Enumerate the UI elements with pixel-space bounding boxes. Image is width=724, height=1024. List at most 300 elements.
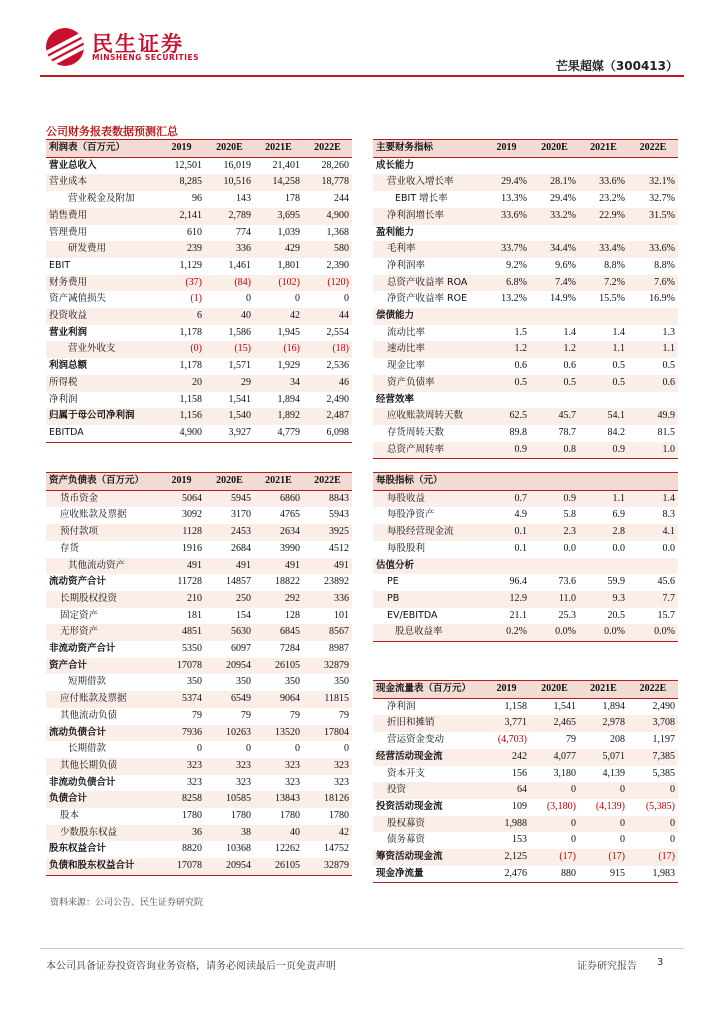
cell-value: 14857 xyxy=(226,576,251,588)
row-label: 净资产收益率 ROE xyxy=(387,293,468,305)
row-label: 流动资产合计 xyxy=(49,576,107,588)
cell-value: 6860 xyxy=(254,490,303,507)
cell-value xyxy=(530,558,579,575)
cell-value xyxy=(483,225,530,242)
cell-value: 323 xyxy=(285,776,300,788)
cell-value: (0) xyxy=(158,341,205,358)
table-row xyxy=(46,624,352,641)
cell-value: 8.8% xyxy=(604,259,625,271)
page-header xyxy=(0,0,724,80)
cell-value: 0.2% xyxy=(483,624,530,641)
table-row xyxy=(46,641,352,658)
table-row xyxy=(46,258,352,275)
cell-value xyxy=(628,157,678,174)
cell-value: (120) xyxy=(303,275,352,292)
cell-value: 1,571 xyxy=(228,360,251,372)
cell-value: 15.7 xyxy=(657,609,675,621)
cell-value: 46 xyxy=(303,375,352,392)
table-header-row xyxy=(46,473,352,491)
cell-value: 154 xyxy=(236,609,251,621)
row-label: 营业外收支 xyxy=(46,341,158,358)
cell-value: 96 xyxy=(192,193,202,205)
cell-value xyxy=(579,225,628,242)
cell-value: 4.9 xyxy=(514,509,527,521)
cell-value: 1,892 xyxy=(254,408,303,425)
key-ratios-table xyxy=(373,139,678,459)
cell-value: 2,125 xyxy=(483,849,530,866)
table-row xyxy=(373,608,678,625)
cell-value: 1.2 xyxy=(530,341,579,358)
cell-value: 1916 xyxy=(182,542,202,554)
cell-value: 0.5 xyxy=(662,360,675,372)
table-row xyxy=(373,157,678,174)
cell-value: 0 xyxy=(344,743,349,755)
cell-value: 2453 xyxy=(205,524,254,541)
cell-value xyxy=(530,392,579,409)
cell-value: 0.0% xyxy=(530,624,579,641)
table-row xyxy=(46,691,352,708)
cell-value: 323 xyxy=(334,776,349,788)
column-header xyxy=(628,473,678,491)
cell-value: 1,158 xyxy=(179,393,202,405)
cell-value: 5,071 xyxy=(579,749,628,766)
cell-value: 6.8% xyxy=(483,275,530,292)
table-row xyxy=(373,558,678,575)
cell-value: 2,141 xyxy=(158,208,205,225)
cell-value: 6 xyxy=(158,308,205,325)
row-label: 营业成本 xyxy=(46,174,158,191)
row-label: EBIT xyxy=(49,259,71,271)
row-label: 存货 xyxy=(60,542,80,554)
column-header xyxy=(530,473,579,491)
cell-value: 4,139 xyxy=(602,767,625,779)
logo-english-name: MINSHENG SECURITIES xyxy=(92,53,199,62)
cell-value: 96.4 xyxy=(509,576,527,588)
column-header: 2020E xyxy=(205,140,254,158)
table-row xyxy=(46,325,352,342)
cell-value: 14752 xyxy=(324,843,349,855)
row-label: EBITDA xyxy=(46,425,158,442)
cell-value: 32879 xyxy=(303,658,352,675)
income-statement-table xyxy=(46,139,352,443)
table-row xyxy=(373,325,678,342)
cell-value: 1.2 xyxy=(483,341,530,358)
column-header xyxy=(483,473,530,491)
row-label: 营业利润 xyxy=(49,326,88,338)
cell-value: 79 xyxy=(192,709,202,721)
cell-value: 1,197 xyxy=(652,734,675,746)
cell-value: (3,180) xyxy=(546,800,576,812)
cell-value: 1.5 xyxy=(514,326,527,338)
row-label: 非流动资产合计 xyxy=(49,643,116,655)
cell-value: 44 xyxy=(303,308,352,325)
cell-value: 3925 xyxy=(303,524,352,541)
cell-value: 5064 xyxy=(158,490,205,507)
cell-value: 45.7 xyxy=(530,408,579,425)
table-row xyxy=(373,766,678,783)
cell-value: 4,900 xyxy=(303,208,352,225)
cell-value: 9.2% xyxy=(506,259,527,271)
cell-value: 1.1 xyxy=(579,341,628,358)
row-label: 资本开支 xyxy=(387,767,426,779)
cell-value: 64 xyxy=(483,782,530,799)
cell-value xyxy=(628,225,678,242)
table-row xyxy=(46,674,352,691)
table-row xyxy=(46,507,352,524)
row-label: 每股净资产 xyxy=(387,509,435,521)
cell-value: 32.7% xyxy=(649,193,675,205)
cell-value: 8.3 xyxy=(662,509,675,521)
cell-value: 29.4% xyxy=(483,174,530,191)
cell-value: 0.0% xyxy=(579,624,628,641)
table-row xyxy=(373,191,678,208)
cell-value: 156 xyxy=(512,767,527,779)
cell-value: 40 xyxy=(254,825,303,842)
cell-value: 491 xyxy=(254,558,303,575)
cell-value: 208 xyxy=(610,734,625,746)
table-row xyxy=(373,258,678,275)
cell-value: 33.7% xyxy=(483,241,530,258)
table-row xyxy=(373,832,678,849)
cell-value: 2,536 xyxy=(326,360,349,372)
table-row xyxy=(46,808,352,825)
row-label: 净利润 xyxy=(387,700,416,712)
row-label: 其他流动负债 xyxy=(60,709,118,721)
cell-value: 1,368 xyxy=(326,226,349,238)
cell-value: 6845 xyxy=(254,624,303,641)
cell-value: 0.1 xyxy=(483,524,530,541)
row-label: 少数股东权益 xyxy=(46,825,158,842)
table-row xyxy=(373,291,678,308)
cell-value: 79 xyxy=(290,709,300,721)
table-row xyxy=(46,591,352,608)
cell-value: 33.2% xyxy=(530,208,579,225)
table-row xyxy=(46,358,352,375)
cell-value: 1,178 xyxy=(179,326,202,338)
cell-value xyxy=(530,157,579,174)
row-label: 经营效率 xyxy=(376,393,415,405)
cell-value: 2,554 xyxy=(326,326,349,338)
table-row xyxy=(46,658,352,675)
cell-value: 17078 xyxy=(158,858,205,875)
table-row xyxy=(373,208,678,225)
per-share-table xyxy=(373,472,678,642)
row-label: 流动比率 xyxy=(387,326,426,338)
cell-value: 15.5% xyxy=(599,293,625,305)
cell-value: 0 xyxy=(246,743,251,755)
cell-value: 0.5 xyxy=(483,375,530,392)
row-label: 归属于母公司净利润 xyxy=(46,408,158,425)
header-divider xyxy=(40,75,684,77)
cell-value: 244 xyxy=(334,193,349,205)
cell-value: 0.6 xyxy=(563,360,576,372)
cell-value xyxy=(530,308,579,325)
cell-value xyxy=(483,558,530,575)
cell-value: 28.1% xyxy=(530,174,579,191)
table-row xyxy=(46,775,352,792)
cell-value: 1,541 xyxy=(228,393,251,405)
row-label: 净利润 xyxy=(49,393,78,405)
column-header: 2021E xyxy=(254,140,303,158)
row-label: 筹资活动现金流 xyxy=(373,849,483,866)
cell-value: 10263 xyxy=(205,725,254,742)
cell-value: 23.2% xyxy=(599,193,625,205)
cell-value: 580 xyxy=(303,241,352,258)
row-label: 短期借款 xyxy=(68,676,107,688)
row-label: 净利润率 xyxy=(387,259,426,271)
row-label: 经营活动现金流 xyxy=(373,749,483,766)
cell-value: 8843 xyxy=(303,490,352,507)
cell-value: 33.6% xyxy=(483,208,530,225)
cell-value: 153 xyxy=(512,834,527,846)
cell-value: 36 xyxy=(158,825,205,842)
row-label: 营业收入增长率 xyxy=(373,174,483,191)
row-label: 财务费用 xyxy=(46,275,158,292)
cell-value: 33.6% xyxy=(628,241,678,258)
cell-value: 2,978 xyxy=(579,715,628,732)
table-row xyxy=(373,375,678,392)
cell-value: 101 xyxy=(334,609,349,621)
cell-value: 2,487 xyxy=(303,408,352,425)
row-label: 成长能力 xyxy=(376,159,415,171)
table-row xyxy=(373,574,678,591)
cell-value: 21,401 xyxy=(272,159,300,171)
cell-value: 1,540 xyxy=(205,408,254,425)
cell-value: 0.9 xyxy=(579,442,628,459)
cell-value: 5,385 xyxy=(652,767,675,779)
cell-value: 13.3% xyxy=(501,193,527,205)
row-label: 应收账款周转天数 xyxy=(373,408,483,425)
cell-value: 0.5 xyxy=(612,360,625,372)
row-label: EV/EBITDA xyxy=(387,609,438,621)
table-title: 利润表（百万元） xyxy=(46,140,158,158)
cell-value: (84) xyxy=(205,275,254,292)
footer-report-type: 证券研究报告 xyxy=(577,961,637,972)
cell-value: 13843 xyxy=(254,791,303,808)
row-label: 营业税金及附加 xyxy=(68,193,135,205)
cell-value: 3170 xyxy=(231,509,251,521)
cell-value: 1780 xyxy=(182,810,202,822)
cell-value: 178 xyxy=(285,193,300,205)
cell-value: 28,260 xyxy=(321,159,349,171)
cell-value: 1780 xyxy=(329,810,349,822)
cell-value: 2,390 xyxy=(326,259,349,271)
cell-value: 3,180 xyxy=(553,767,576,779)
cell-value: 16,019 xyxy=(223,159,251,171)
row-label: 估值分析 xyxy=(373,558,483,575)
footer-divider xyxy=(40,948,684,949)
table-row xyxy=(373,275,678,292)
cell-value: 1780 xyxy=(231,810,251,822)
cell-value: (4,703) xyxy=(497,734,527,746)
row-label: 每股股利 xyxy=(387,542,426,554)
table-row xyxy=(46,174,352,191)
row-label: 存货周转天数 xyxy=(387,426,445,438)
cell-value: 0 xyxy=(197,743,202,755)
cell-value: 79 xyxy=(566,734,576,746)
table-title: 每股指标（元） xyxy=(373,473,483,491)
cell-value: 0.6 xyxy=(628,375,678,392)
cell-value: 0 xyxy=(628,782,678,799)
cell-value: 0 xyxy=(670,834,675,846)
table-row xyxy=(373,358,678,375)
cell-value: 5943 xyxy=(329,509,349,521)
cell-value: 54.1 xyxy=(579,408,628,425)
balance-sheet-table xyxy=(46,472,352,876)
cell-value: 1,541 xyxy=(553,700,576,712)
cell-value xyxy=(483,392,530,409)
cell-value: 21.1 xyxy=(509,609,527,621)
cell-value: 7284 xyxy=(280,643,300,655)
row-label: 股东权益合计 xyxy=(49,843,107,855)
row-label: 投资 xyxy=(373,782,483,799)
cell-value xyxy=(628,558,678,575)
cell-value: 31.5% xyxy=(628,208,678,225)
row-label: 销售费用 xyxy=(46,208,158,225)
row-label: 每股经营现金流 xyxy=(373,524,483,541)
table-title: 主要财务指标 xyxy=(373,140,483,158)
column-header: 2020E xyxy=(205,473,254,491)
cell-value: 323 xyxy=(254,758,303,775)
row-label: 净利润增长率 xyxy=(373,208,483,225)
cell-value: 3092 xyxy=(182,509,202,521)
cell-value: 7936 xyxy=(158,725,205,742)
row-label: 固定资产 xyxy=(60,609,99,621)
row-label: 资产减值损失 xyxy=(49,293,107,305)
cell-value: 2,476 xyxy=(483,866,530,883)
cell-value: 0.1 xyxy=(514,542,527,554)
cell-value: 73.6 xyxy=(558,576,576,588)
row-label: 速动比率 xyxy=(373,341,483,358)
cell-value: 2.8 xyxy=(579,524,628,541)
row-label: 股息收益率 xyxy=(373,624,483,641)
row-label: 毛利率 xyxy=(373,241,483,258)
cell-value: 1,156 xyxy=(158,408,205,425)
row-label: 长期股权投资 xyxy=(46,591,158,608)
row-label: 股本 xyxy=(60,810,80,822)
cell-value: 3,771 xyxy=(483,715,530,732)
cell-value: 1,894 xyxy=(277,393,300,405)
cell-value: 1.4 xyxy=(628,490,678,507)
column-header: 2020E xyxy=(530,681,579,699)
row-label: 现金比率 xyxy=(387,360,426,372)
row-label: 营业总收入 xyxy=(49,159,97,171)
cell-value: 20954 xyxy=(205,658,254,675)
footer-disclaimer: 本公司具备证券投资咨询业务资格，请务必阅读最后一页免责声明 xyxy=(46,961,336,972)
cell-value: 4,900 xyxy=(158,425,205,442)
row-label: 资产负债率 xyxy=(373,375,483,392)
column-header: 2019 xyxy=(483,140,530,158)
row-label: 非流动负债合计 xyxy=(49,776,116,788)
cell-value: 242 xyxy=(483,749,530,766)
table-row xyxy=(373,816,678,833)
cell-value: 350 xyxy=(285,676,300,688)
cell-value: 5.8 xyxy=(563,509,576,521)
row-label: 管理费用 xyxy=(49,226,88,238)
cell-value: 0 xyxy=(530,816,579,833)
cell-value xyxy=(483,157,530,174)
table-row xyxy=(373,392,678,409)
cell-value: 1780 xyxy=(280,810,300,822)
cell-value: 1,158 xyxy=(504,700,527,712)
cell-value: (15) xyxy=(205,341,254,358)
cell-value: 0.0 xyxy=(662,542,675,554)
table-row xyxy=(373,341,678,358)
row-label: 总资产收益率 ROA xyxy=(373,275,483,292)
column-header: 2020E xyxy=(530,140,579,158)
column-header: 2021E xyxy=(579,140,628,158)
table-row xyxy=(373,490,678,507)
cell-value: (17) xyxy=(628,849,678,866)
cell-value xyxy=(628,392,678,409)
cell-value: 5374 xyxy=(158,691,205,708)
cell-value: 7.2% xyxy=(579,275,628,292)
row-label: 负债和股东权益合计 xyxy=(46,858,158,875)
cell-value: 1.1 xyxy=(628,341,678,358)
cell-value: 8258 xyxy=(158,791,205,808)
cell-value: 32.1% xyxy=(628,174,678,191)
row-label: 预付款项 xyxy=(46,524,158,541)
cell-value: 0 xyxy=(246,293,251,305)
cell-value: 0.0% xyxy=(628,624,678,641)
table-title: 现金流量表（百万元） xyxy=(373,681,483,699)
cell-value: 7.6% xyxy=(628,275,678,292)
cell-value: 78.7 xyxy=(558,426,576,438)
table-header-row xyxy=(373,140,678,158)
cell-value: 8820 xyxy=(182,843,202,855)
cell-value: 336 xyxy=(205,241,254,258)
cell-value: 250 xyxy=(205,591,254,608)
table-row xyxy=(46,408,352,425)
table-header-row xyxy=(46,140,352,158)
cell-value: 4765 xyxy=(280,509,300,521)
table-row xyxy=(373,524,678,541)
table-row xyxy=(46,392,352,409)
cell-value: (37) xyxy=(158,275,205,292)
table-row xyxy=(46,741,352,758)
cell-value: 0.9 xyxy=(530,490,579,507)
cell-value: (102) xyxy=(254,275,303,292)
cash-flow-table xyxy=(373,680,678,883)
row-label: 股权募资 xyxy=(373,816,483,833)
row-label: 每股收益 xyxy=(373,490,483,507)
table-row xyxy=(46,725,352,742)
cell-value: 79 xyxy=(339,709,349,721)
table-row xyxy=(46,858,352,875)
cell-value: 59.9 xyxy=(607,576,625,588)
stock-name: 芒果超媒（300413） xyxy=(555,59,678,73)
table-row xyxy=(46,275,352,292)
row-label: 应收账款及票据 xyxy=(60,509,127,521)
column-header: 2021E xyxy=(254,473,303,491)
table-row xyxy=(46,608,352,625)
row-label: 现金净流量 xyxy=(373,866,483,883)
source-note: 资料来源：公司公告、民生证券研究院 xyxy=(50,898,204,908)
column-header: 2022E xyxy=(628,140,678,158)
cell-value: 20954 xyxy=(205,858,254,875)
table-row xyxy=(373,174,678,191)
cell-value: 0 xyxy=(579,782,628,799)
cell-value: 7.4% xyxy=(530,275,579,292)
table-row xyxy=(46,291,352,308)
cell-value: 128 xyxy=(285,609,300,621)
cell-value: 6097 xyxy=(231,643,251,655)
row-label: 货币资金 xyxy=(46,490,158,507)
cell-value: 880 xyxy=(530,866,579,883)
cell-value: (1) xyxy=(190,293,202,305)
cell-value xyxy=(579,392,628,409)
table-row xyxy=(46,308,352,325)
